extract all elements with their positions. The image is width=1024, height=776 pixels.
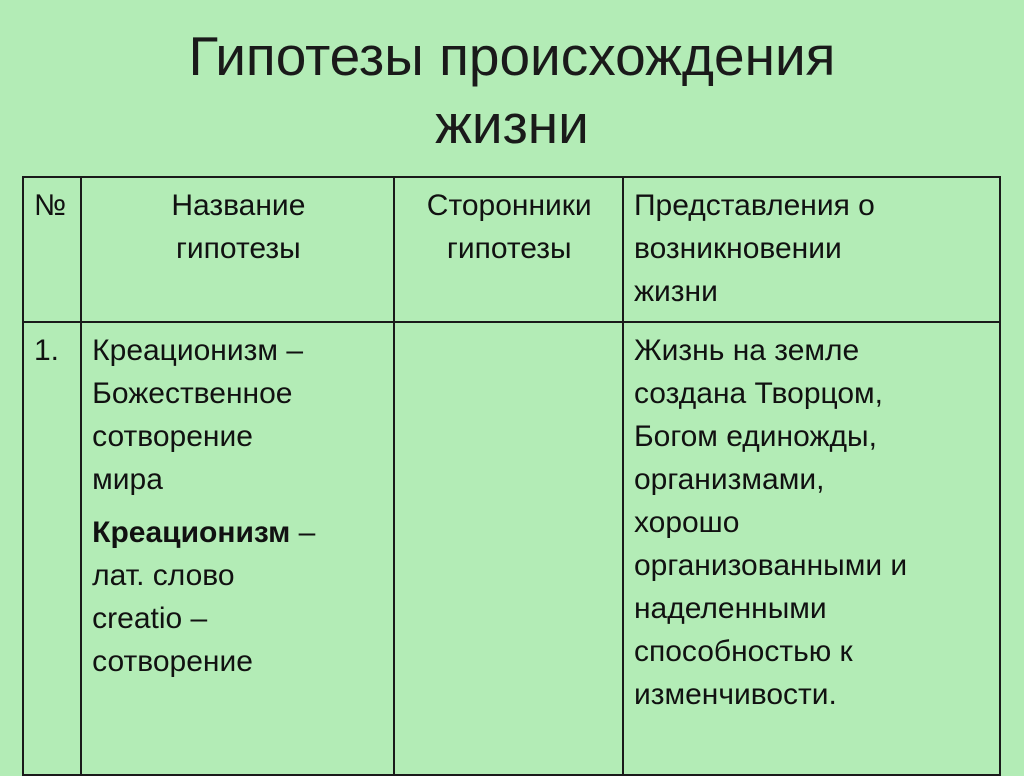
row-note-line2: лат. слово [92, 559, 235, 592]
row-note-line4: сотворение [92, 645, 253, 678]
row-idea-line8: способностью к [633, 635, 853, 668]
table-row [23, 322, 1000, 775]
row-name-line3: сотворение [92, 420, 253, 453]
row-idea-line7: наделенными [633, 592, 827, 625]
row-idea-line4: организмами, [633, 463, 825, 496]
header-ideas-line3: жизни [633, 275, 718, 308]
header-name-line2: гипотезы [175, 232, 301, 265]
row-note-dash: – [290, 516, 316, 549]
header-supporters [394, 177, 623, 322]
row-idea-line6: организованными и [633, 549, 908, 582]
row-name-cell [81, 322, 393, 775]
header-number-label: № [34, 189, 67, 222]
header-ideas [623, 177, 1000, 322]
header-number [23, 177, 81, 322]
header-supporters-line2: гипотезы [446, 232, 572, 265]
header-name-line1: Название [171, 189, 306, 222]
row-number-cell [23, 322, 81, 775]
row-name-line4: мира [92, 463, 163, 496]
slide-title-line1: Гипотезы происхождения [188, 25, 836, 87]
row-idea-cell [623, 322, 1000, 775]
row-note [92, 511, 384, 683]
header-hypothesis-name [81, 177, 393, 322]
row-idea-line2: создана Творцом, [633, 377, 883, 410]
row-idea-line9: изменчивости. [633, 678, 837, 711]
row-idea-line3: Богом единожды, [633, 420, 877, 453]
row-idea-line1: Жизнь на земле [633, 334, 860, 367]
row-note-term: Креационизм [92, 516, 291, 549]
header-ideas-line2: возникновении [633, 232, 842, 265]
header-supporters-line1: Сторонники [426, 189, 592, 222]
hypotheses-table [22, 176, 1001, 776]
row-supporters-cell [394, 322, 623, 775]
header-ideas-line1: Представления о [633, 189, 875, 222]
row-note-line1 [92, 511, 384, 554]
slide-title [0, 22, 1024, 158]
row-note-line3: creatio – [92, 602, 208, 635]
row-name-line2: Божественное [92, 377, 293, 410]
row-number: 1. [34, 334, 60, 367]
slide-title-line2: жизни [435, 93, 589, 155]
table-header-row [23, 177, 1000, 322]
row-idea-line5: хорошо [633, 506, 740, 539]
row-name-line1: Креационизм – [92, 334, 304, 367]
